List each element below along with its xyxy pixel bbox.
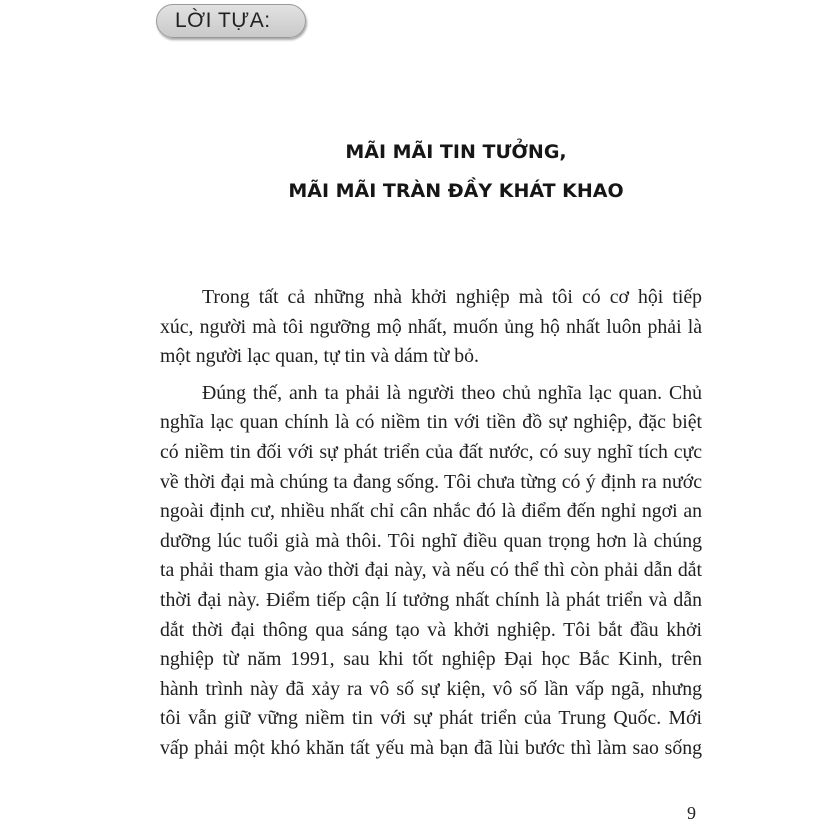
section-label-badge (156, 4, 306, 38)
chapter-title (150, 133, 762, 211)
chapter-title-line-2: MÃI MÃI TRÀN ĐẦY KHÁT KHAO (288, 180, 624, 202)
section-label-text: LỜI TỰA: (175, 9, 271, 32)
text-line: có niềm tin đối với sự phát triển của đất nước, có suy nghĩ tích cực (160, 440, 702, 463)
text-line: dắt thời đại thông qua sáng tạo và khởi nghiệp. Tôi bắt đầu khởi (160, 618, 702, 641)
text-line: tôi vẫn giữ vững niềm tin với sự phát triển của Trung Quốc. Mới (160, 707, 702, 730)
text-line: ngoài định cư, nhiều nhất chỉ cân nhắc đó là điểm đến nghỉ ngơi an (160, 500, 702, 523)
chapter-title-line-1: MÃI MÃI TIN TƯỞNG, (345, 141, 567, 163)
text-line: thời đại này. Điểm tiếp cận lí tưởng nhất chính là phát triển và dẫn (160, 588, 702, 611)
paragraph-2 (160, 379, 702, 764)
text-line: xúc, người mà tôi ngưỡng mộ nhất, muốn ủng hộ nhất luôn phải là (160, 315, 702, 338)
text-line: ta phải tham gia vào thời đại này, và nếu có thể thì còn phải dẫn dắt (160, 559, 702, 582)
paragraph-1 (160, 283, 702, 372)
text-line: hành trình này đã xảy ra vô số sự kiện, vô số lần vấp ngã, nhưng (160, 677, 702, 700)
text-line: Trong tất cả những nhà khởi nghiệp mà tôi có cơ hội tiếp (202, 286, 702, 308)
text-line: nghĩa lạc quan chính là có niềm tin với tiền đồ sự nghiệp, đặc biệt (160, 411, 702, 434)
text-line: vấp phải một khó khăn tất yếu mà bạn đã lùi bước thì làm sao sống (160, 736, 702, 759)
text-line: dưỡng lúc tuổi già mà thôi. Tôi nghĩ điều quan trọng hơn là chúng (160, 529, 702, 552)
text-line: Đúng thế, anh ta phải là người theo chủ nghĩa lạc quan. Chủ (202, 381, 702, 404)
text-line: về thời đại mà chúng ta đang sống. Tôi chưa từng có ý định ra nước (160, 470, 702, 493)
page-number: 9 (687, 803, 696, 822)
text-line: nghiệp từ năm 1991, sau khi tốt nghiệp Đại học Bắc Kinh, trên (160, 648, 702, 671)
body-text (160, 283, 702, 771)
text-line: một người lạc quan, tự tin và dám từ bỏ. (160, 345, 479, 368)
